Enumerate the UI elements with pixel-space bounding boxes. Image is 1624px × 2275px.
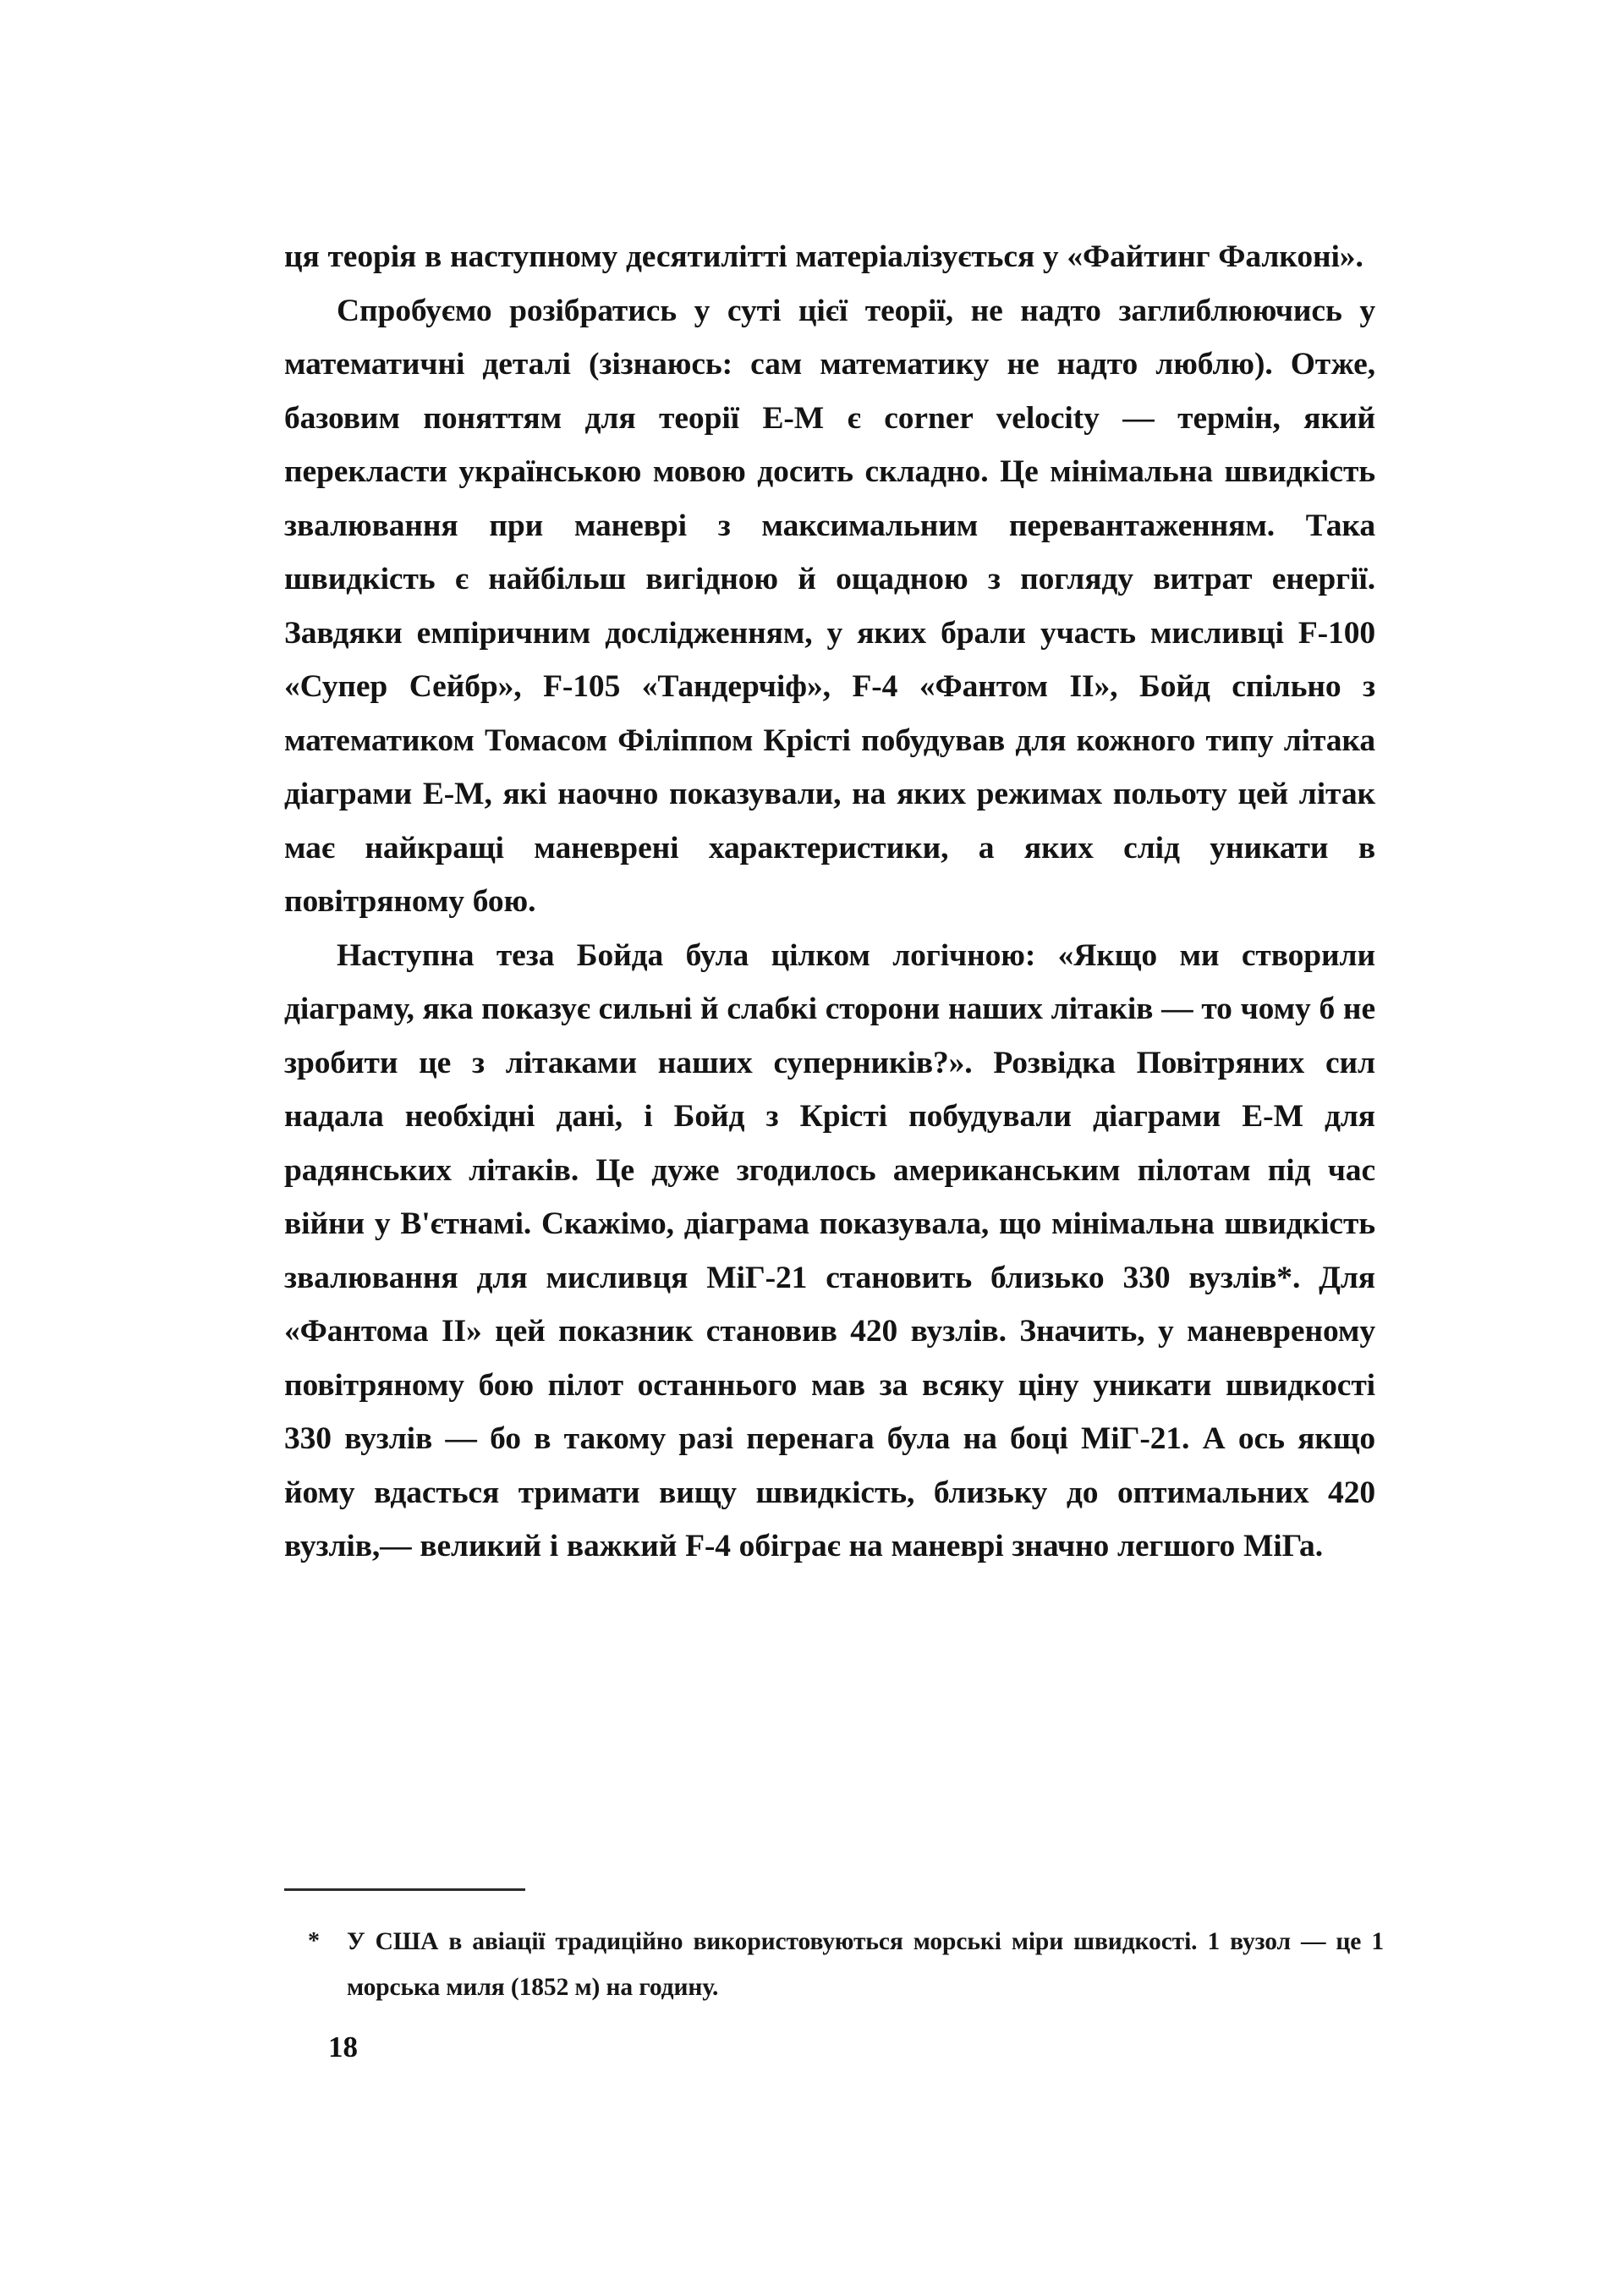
footnote-separator: [284, 1888, 525, 1891]
main-text-column: [284, 230, 1375, 1574]
page-number: 18: [328, 2030, 358, 2063]
paragraph-continued: ця теорія в наступному десятилітті матеріалізується у «Файтинг Фалконі».: [284, 239, 1363, 274]
footnote: [284, 1919, 1384, 2010]
paragraph-em-theory: Спробуємо розібратись у суті цієї теорії, не надто заглиблюючись у математичні деталі (зізнаюсь: сам математику не надто люблю). Отже, базовим поняттям для теорії Е-М є corner velocity — термін, який перекласти українською мовою досить складно. Це мінімальна швидкість звалювання при маневрі з максимальним перевантаженням. Така швидкість є найбільш вигідною й ощадною з погляду витрат енергії. Завдяки емпіричним дослідженням, у яких брали участь мисливці F-100 «Супер Сейбр», F-105 «Тандерчіф», F-4 «Фантом II», Бойд спільно з математиком Томасом Філіппом Крісті побудував для кожного типу літака діаграми Е-М, які наочно показували, на яких режимах польоту цей літак має найкращі маневрені характеристики, а яких слід уникати в повітряному бою.: [284, 293, 1375, 919]
footnote-text: У США в авіації традиційно використовуються морські міри швидкості. 1 вузол — це 1 морська миля (1852 м) на годину.: [347, 1928, 1384, 2001]
footnote-marker: *: [308, 1928, 320, 1954]
paragraph-boyd-thesis: Наступна теза Бойда була цілком логічною: «Якщо ми створили діаграму, яка показує сильні й слабкі сторони наших літаків — то чому б не зробити це з літаками наших суперників?». Розвідка Повітряних сил надала необхідні дані, і Бойд з Крісті побудували діаграми Е-М для радянських літаків. Це дуже згодилось американським пілотам під час війни у В'єтнамі. Скажімо, діаграма показувала, що мінімальна швидкість звалювання для мисливця МіГ-21 становить близько 330 вузлів*. Для «Фантома II» цей показник становив 420 вузлів. Значить, у маневреному повітряному бою пілот останнього мав за всяку ціну уникати швидкості 330 вузлів — бо в такому разі перенага була на боці МіГ-21. А ось якщо йому вдасться тримати вищу швидкість, близьку до оптимальних 420 вузлів,— великий і важкий F-4 обіграє на маневрі значно легшого МіГа.: [284, 937, 1375, 1563]
